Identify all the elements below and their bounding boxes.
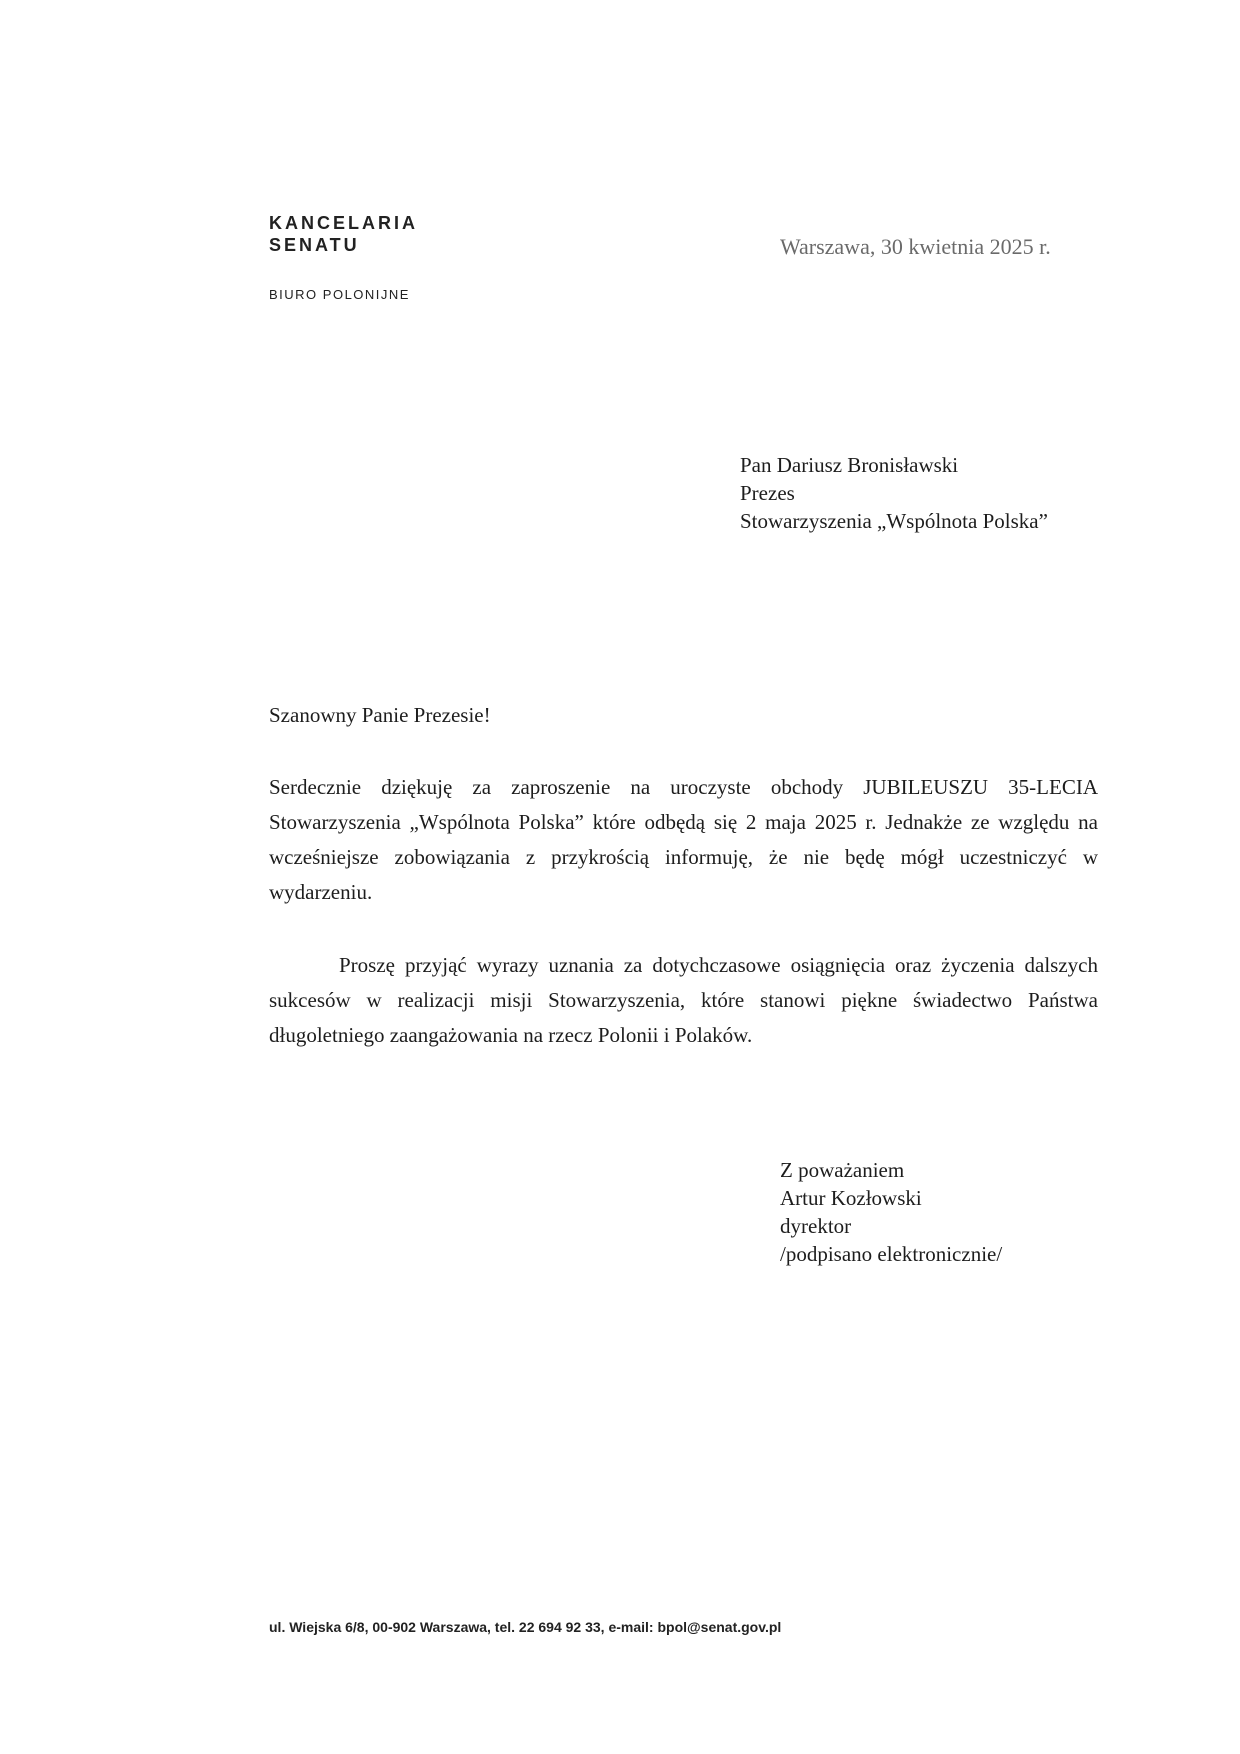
signature-position: dyrektor (780, 1214, 852, 1238)
recipient-title: Prezes (740, 481, 795, 505)
bureau-name: BIURO POLONIJNE (269, 287, 410, 302)
recipient-organization: Stowarzyszenia „Wspólnota Polska” (740, 509, 1048, 533)
salutation: Szanowny Panie Prezesie! (269, 703, 491, 727)
recipient-name: Pan Dariusz Bronisławski (740, 453, 959, 477)
logo-line-2: SENATU (269, 235, 360, 255)
signature-closing: Z poważaniem (780, 1158, 905, 1182)
body-paragraph-1: Serdecznie dziękuję za zaproszenie na uroczyste obchody JUBILEUSZU 35-LECIA Stowarzyszenia „Wspólnota Polska” które odbędą się 2 maja 2025 r. Jednakże ze względu na wcześniejsze zobowiązania z przykrością informuję, że nie będę mógł uczestniczyć w wydarzeniu. (269, 775, 1098, 904)
letter-date: Warszawa, 30 kwietnia 2025 r. (780, 234, 1051, 259)
senate-chancellery-logo (269, 212, 418, 256)
recipient-block (740, 451, 1048, 535)
footer-address: ul. Wiejska 6/8, 00-902 Warszawa, tel. 22 694 92 33, e-mail: bpol@senat.gov.pl (269, 1619, 782, 1635)
logo-line-1: KANCELARIA (269, 213, 418, 233)
signature-name: Artur Kozłowski (780, 1186, 922, 1210)
body-paragraph-2: Proszę przyjąć wyrazy uznania za dotychczasowe osiągnięcia oraz życzenia dalszych sukcesów w realizacji misji Stowarzyszenia, które stanowi piękne świadectwo Państwa długoletniego zaangażowania na rzecz Polonii i Polaków. (269, 953, 1098, 1047)
signature-block (780, 1156, 1002, 1268)
signature-note: /podpisano elektronicznie/ (780, 1242, 1003, 1266)
